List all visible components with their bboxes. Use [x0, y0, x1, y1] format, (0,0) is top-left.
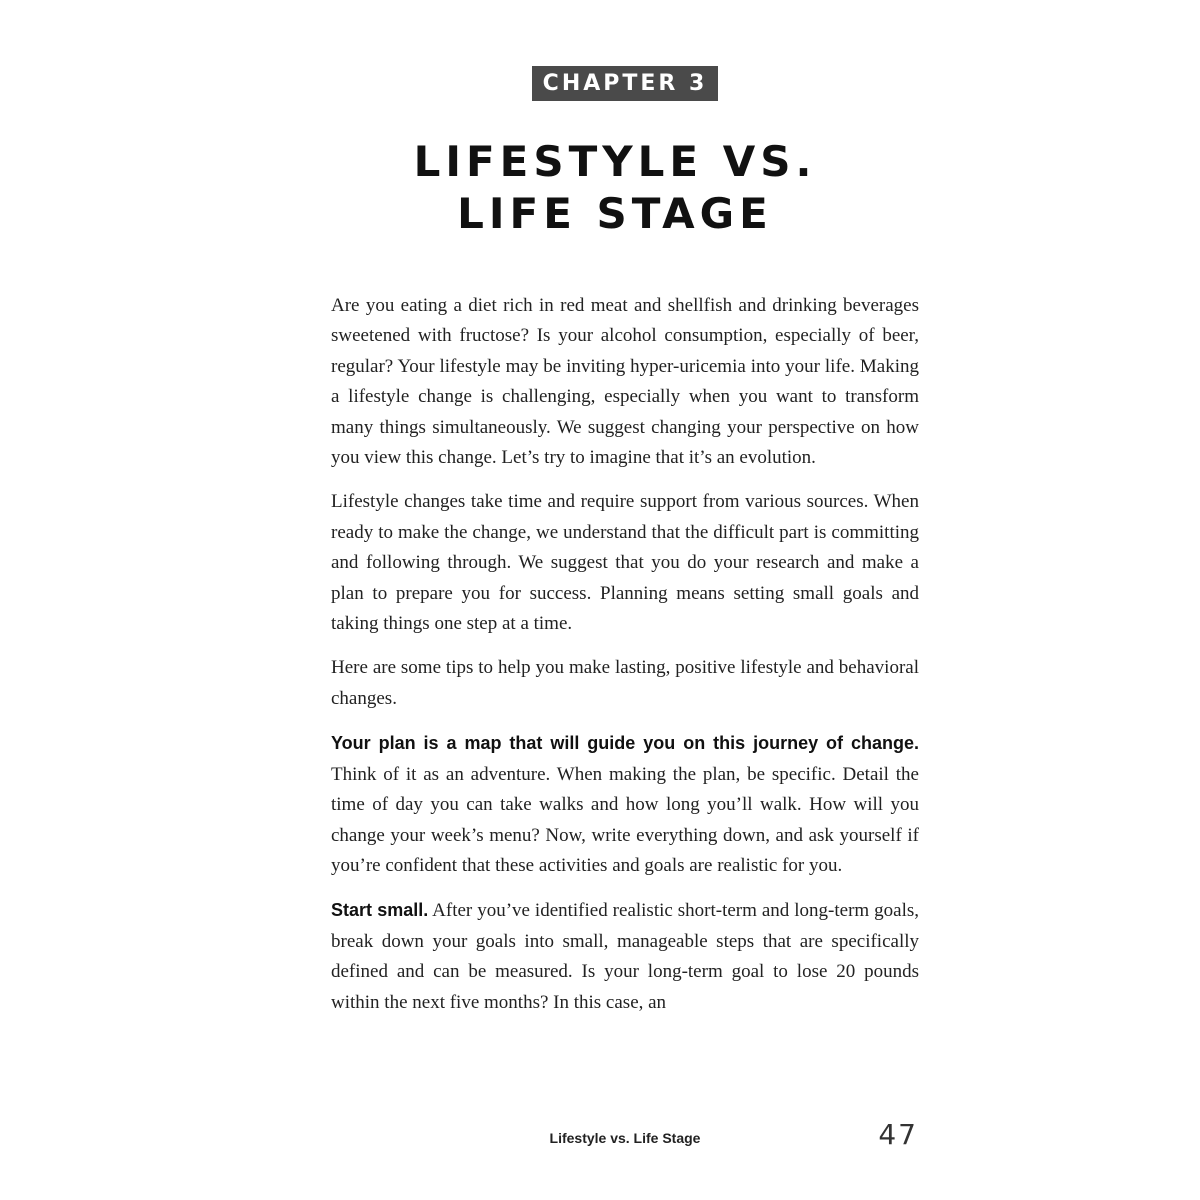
paragraph-1 [331, 291, 919, 473]
paragraph-text: Are you eating a diet rich in red meat and shellfish and drinking beverages sweetened with fructose? Is your alcohol consumption, especially of beer, regular? Your lifestyle may be inviting hyper-uricemia into your life. Making a lifestyle change is challenging, especially when you want to transform many things simultaneously. We suggest changing your perspective on how you view this change. Let’s try to imagine that it’s an evolution. [331, 295, 919, 469]
paragraph-lead: Your plan is a map that will guide you on this journey of change. [331, 733, 919, 754]
paragraph-5 [331, 895, 919, 1018]
paragraph-3 [331, 653, 919, 714]
chapter-label: CHAPTER 3 [532, 66, 718, 101]
page-number: 47 [878, 1118, 918, 1151]
chapter-title-line-1: LIFESTYLE VS. [413, 137, 817, 186]
body-text [331, 291, 919, 1032]
chapter-title-line-2: LIFE STAGE [457, 189, 773, 238]
paragraph-text: Lifestyle changes take time and require support from various sources. When ready to make the change, we understand that the difficult part is committing and following through. We suggest that you do your research and make a plan to prepare you for success. Planning means setting small goals and taking things one step at a time. [331, 491, 919, 635]
paragraph-text: Here are some tips to help you make lasting, positive lifestyle and behavioral changes. [331, 657, 919, 709]
paragraph-text: After you’ve identified realistic short-term and long-term goals, break down your goals into small, manageable steps that are specifically defined and can be measured. Is your long-term goal to lose 20 pounds within the next five months? In this case, an [331, 900, 919, 1013]
running-footer-title: Lifestyle vs. Life Stage [549, 1130, 701, 1146]
paragraph-lead: Start small. [331, 900, 429, 921]
paragraph-2 [331, 487, 919, 639]
paragraph-text: Think of it as an adventure. When making the plan, be specific. Detail the time of day you can take walks and how long you’ll walk. How will you change your week’s menu? Now, write everything down, and ask yourself if you’re confident that these activities and goals are realistic for you. [331, 763, 919, 876]
paragraph-4 [331, 728, 919, 881]
chapter-title [300, 136, 930, 240]
